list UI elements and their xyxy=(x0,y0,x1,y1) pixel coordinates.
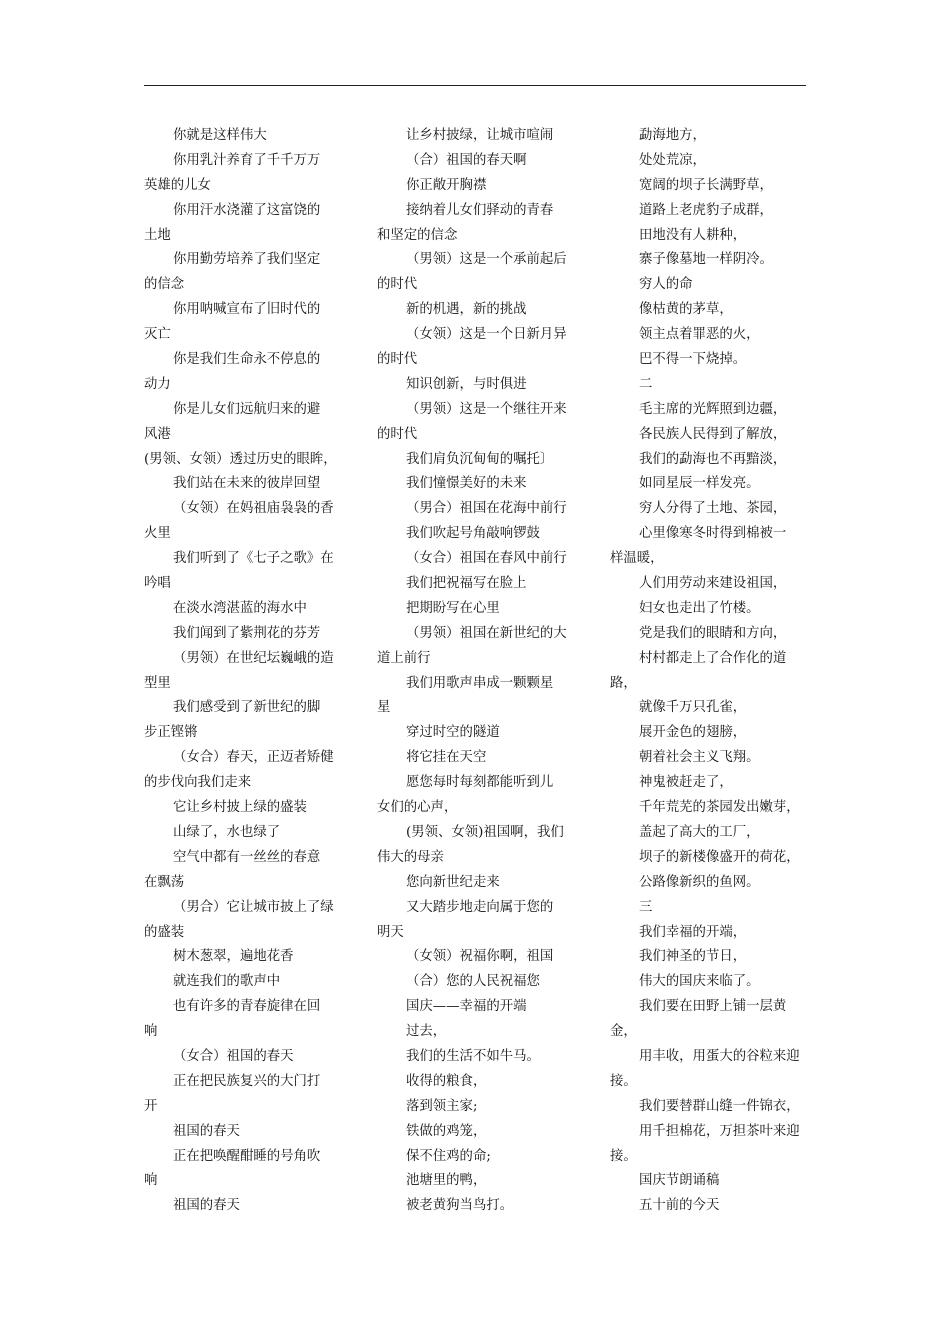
text-line: 接纳着儿女们驿动的青春 xyxy=(406,202,554,218)
text-line: 田地没有人耕种， xyxy=(639,227,747,243)
text-line: 我们神圣的节日， xyxy=(639,949,747,965)
text-line: 你用乳汁养育了千千万万 xyxy=(173,152,321,168)
text-line: 灭亡 xyxy=(144,327,171,343)
text-column-1 xyxy=(144,124,349,1219)
text-line: 五十前的今天 xyxy=(639,1198,720,1214)
text-line: 巴不得一下烧掉。 xyxy=(639,352,747,368)
text-line: 宽阔的坝子长满野草， xyxy=(639,177,773,193)
text-line: 保不住鸡的命; xyxy=(406,1148,491,1164)
text-line: 我们用歌声串成一颗颗星 xyxy=(406,675,554,691)
text-line: （女合）春天，正迈者矫健 xyxy=(173,750,334,766)
text-line: 过去， xyxy=(406,1024,447,1040)
text-line: 的时代 xyxy=(377,277,418,293)
text-line: (男领、女领）透过历史的眼眸， xyxy=(144,451,337,467)
text-line: 我们站在未来的彼岸回望 xyxy=(173,476,321,492)
text-line: 动力 xyxy=(144,376,171,392)
text-line: 和坚定的信念 xyxy=(377,227,458,243)
text-line: 的步伐向我们走来 xyxy=(144,775,252,791)
text-line: 女们的心声， xyxy=(377,800,458,816)
text-line: 让乡村披绿，让城市喧闹 xyxy=(406,128,554,143)
text-line: 党是我们的眼睛和方向， xyxy=(639,625,787,641)
text-line: 您向新世纪走来 xyxy=(406,874,500,890)
text-line: 我们的生活不如牛马。 xyxy=(406,1048,540,1064)
text-line: 领主点着罪恶的火， xyxy=(639,327,760,343)
text-line: 的盛装 xyxy=(144,924,185,940)
text-line: （男领）这是一个继往开来 xyxy=(406,401,567,417)
text-line: 国庆节朗诵稿 xyxy=(639,1173,720,1189)
text-line: 人们用劳动来建设祖国， xyxy=(639,576,787,592)
text-line: 山绿了，水也绿了 xyxy=(173,824,281,840)
text-line: 步正铿锵 xyxy=(144,725,198,741)
text-line: (男领、女领)祖国啊，我们 xyxy=(406,824,564,840)
text-line: 道路上老虎豹子成群， xyxy=(639,202,773,218)
text-line: 铁做的鸡笼， xyxy=(406,1123,487,1139)
text-line: （女领）这是一个日新月异 xyxy=(406,327,567,343)
text-line: （男领）这是一个承前起后 xyxy=(406,252,567,268)
text-line: 路， xyxy=(610,675,637,691)
text-line: （女合）祖国的春天 xyxy=(173,1048,294,1064)
text-line: 我们幸福的开端， xyxy=(639,924,747,940)
text-line: 把期盼写在心里 xyxy=(406,600,500,616)
text-line: 处处荒凉， xyxy=(639,152,706,168)
text-line: 新的机遇，新的挑战 xyxy=(406,302,527,318)
text-line: 你是我们生命永不停息的 xyxy=(173,352,321,368)
text-line: 土地 xyxy=(144,227,171,243)
text-line: 祖国的春天 xyxy=(173,1198,240,1214)
text-line: 我们的勐海也不再黯淡， xyxy=(639,451,787,467)
text-line: 样温暖， xyxy=(610,551,664,567)
text-line: 穿过时空的隧道 xyxy=(406,725,500,741)
text-line: 树木葱翠，遍地花香 xyxy=(173,949,294,965)
text-line: 盖起了高大的工厂， xyxy=(639,824,760,840)
text-line: 你用汗水浇灌了这富饶的 xyxy=(173,202,321,218)
text-line: 就连我们的歌声中 xyxy=(173,974,281,990)
text-line: 伟大的母亲 xyxy=(377,849,444,865)
header-rule xyxy=(144,85,806,86)
text-line: 的时代 xyxy=(377,352,418,368)
text-line: 二 xyxy=(639,376,653,392)
text-line: 就像千万只孔雀， xyxy=(639,700,747,716)
text-line: 也有许多的青春旋律在回 xyxy=(173,999,321,1015)
text-line: 你用呐喊宣布了旧时代的 xyxy=(173,302,321,318)
text-line: 正在把民族复兴的大门打 xyxy=(173,1073,321,1089)
text-line: 明天 xyxy=(377,924,404,940)
text-line: 毛主席的光辉照到边疆， xyxy=(639,401,787,417)
text-line: 风港 xyxy=(144,426,171,442)
text-line: 接。 xyxy=(610,1073,637,1089)
text-line: 心里像寒冬时得到棉被一 xyxy=(639,526,787,542)
text-line: 空气中都有一丝丝的春意 xyxy=(173,849,321,865)
text-line: 妇女也走出了竹楼。 xyxy=(639,600,760,616)
text-line: 我们憧憬美好的未来 xyxy=(406,476,527,492)
text-line: 像枯黄的茅草， xyxy=(639,302,733,318)
text-line: 开 xyxy=(144,1098,158,1114)
text-line: 响 xyxy=(144,1173,158,1189)
text-line: 你正敞开胸襟 xyxy=(406,177,487,193)
text-line: 正在把唤醒酣睡的号角吹 xyxy=(173,1148,321,1164)
text-line: 各民族人民得到了解放， xyxy=(639,426,787,442)
text-line: 池塘里的鸭， xyxy=(406,1173,487,1189)
text-line: 落到领主家; xyxy=(406,1098,478,1114)
text-line: （女合）祖国在春风中前行 xyxy=(406,551,567,567)
text-line: 道上前行 xyxy=(377,650,431,666)
text-line: 将它挂在天空 xyxy=(406,750,487,766)
text-line: 朝着社会主义飞翔。 xyxy=(639,750,760,766)
text-line: 知识创新，与时俱进 xyxy=(406,376,527,392)
text-line: 火里 xyxy=(144,526,171,542)
text-line: 愿您每时每刻都能听到儿 xyxy=(406,775,554,791)
text-line: 金， xyxy=(610,1024,637,1040)
text-line: 我们要替群山缝一件锦衣， xyxy=(639,1098,800,1114)
text-line: 如同星辰一样发亮。 xyxy=(639,476,760,492)
text-line: 在淡水湾湛蓝的海水中 xyxy=(173,600,307,616)
text-line: 我们感受到了新世纪的脚 xyxy=(173,700,321,716)
text-line: 吟唱 xyxy=(144,576,171,592)
text-line: 响 xyxy=(144,1024,158,1040)
text-line: 你是儿女们远航归来的避 xyxy=(173,401,321,417)
text-line: 被老黄狗当鸟打。 xyxy=(406,1198,514,1214)
text-line: 我们要在田野上铺一层黄 xyxy=(639,999,787,1015)
text-line: （男领）在世纪坛巍峨的造 xyxy=(173,650,334,666)
text-line: （女领）在妈祖庙袅袅的香 xyxy=(173,501,334,517)
text-line: 的信念 xyxy=(144,277,185,293)
text-line: 的时代 xyxy=(377,426,418,442)
text-line: 勐海地方， xyxy=(639,128,706,143)
text-line: 型里 xyxy=(144,675,171,691)
text-line: 穷人分得了土地、茶园， xyxy=(639,501,787,517)
text-line: 又大踏步地走向属于您的 xyxy=(406,899,554,915)
text-line: 我们肩负沉甸甸的嘱托〕 xyxy=(406,451,554,467)
text-line: 祖国的春天 xyxy=(173,1123,240,1139)
text-line: 伟大的国庆来临了。 xyxy=(639,974,760,990)
text-line: 它让乡村披上绿的盛装 xyxy=(173,800,307,816)
text-line: 穷人的命 xyxy=(639,277,693,293)
text-line: 我们吹起号角敲响锣鼓 xyxy=(406,526,540,542)
text-line: （男合）祖国在花海中前行 xyxy=(406,501,567,517)
text-line: 千年荒芜的茶园发出嫩芽， xyxy=(639,800,800,816)
text-column-3 xyxy=(610,124,810,1219)
text-line: 你用勤劳培养了我们坚定 xyxy=(173,252,321,268)
text-line: （男领）祖国在新世纪的大 xyxy=(406,625,567,641)
text-line: 在飘荡 xyxy=(144,874,185,890)
text-line: 公路像新织的鱼网。 xyxy=(639,874,760,890)
text-line: 星 xyxy=(377,700,391,716)
text-line: （合）祖国的春天啊 xyxy=(406,152,527,168)
text-line: （女领）祝福你啊，祖国 xyxy=(406,949,554,965)
text-line: 用千担棉花，万担茶叶来迎 xyxy=(639,1123,800,1139)
text-line: （男合）它让城市披上了绿 xyxy=(173,899,334,915)
text-line: 三 xyxy=(639,899,653,915)
text-column-2 xyxy=(377,124,582,1219)
text-line: 我们听到了《七子之歌》在 xyxy=(173,551,334,567)
text-line: 英雄的儿女 xyxy=(144,177,211,193)
text-line: 收得的粮食， xyxy=(406,1073,487,1089)
text-line: 神鬼被赶走了， xyxy=(639,775,733,791)
text-line: 你就是这样伟大 xyxy=(173,128,267,143)
text-line: 坝子的新楼像盛开的荷花， xyxy=(639,849,800,865)
text-line: 我们把祝福写在脸上 xyxy=(406,576,527,592)
text-line: 展开金色的翅膀， xyxy=(639,725,747,741)
text-line: 接。 xyxy=(610,1148,637,1164)
text-line: 用丰收，用蛋大的谷粒来迎 xyxy=(639,1048,800,1064)
text-line: 国庆——幸福的开端 xyxy=(406,999,527,1015)
text-line: （合）您的人民祝福您 xyxy=(406,974,540,990)
text-line: 寨子像墓地一样阴冷。 xyxy=(639,252,773,268)
text-line: 我们闻到了紫荆花的芬芳 xyxy=(173,625,321,641)
text-line: 村村都走上了合作化的道 xyxy=(639,650,787,666)
